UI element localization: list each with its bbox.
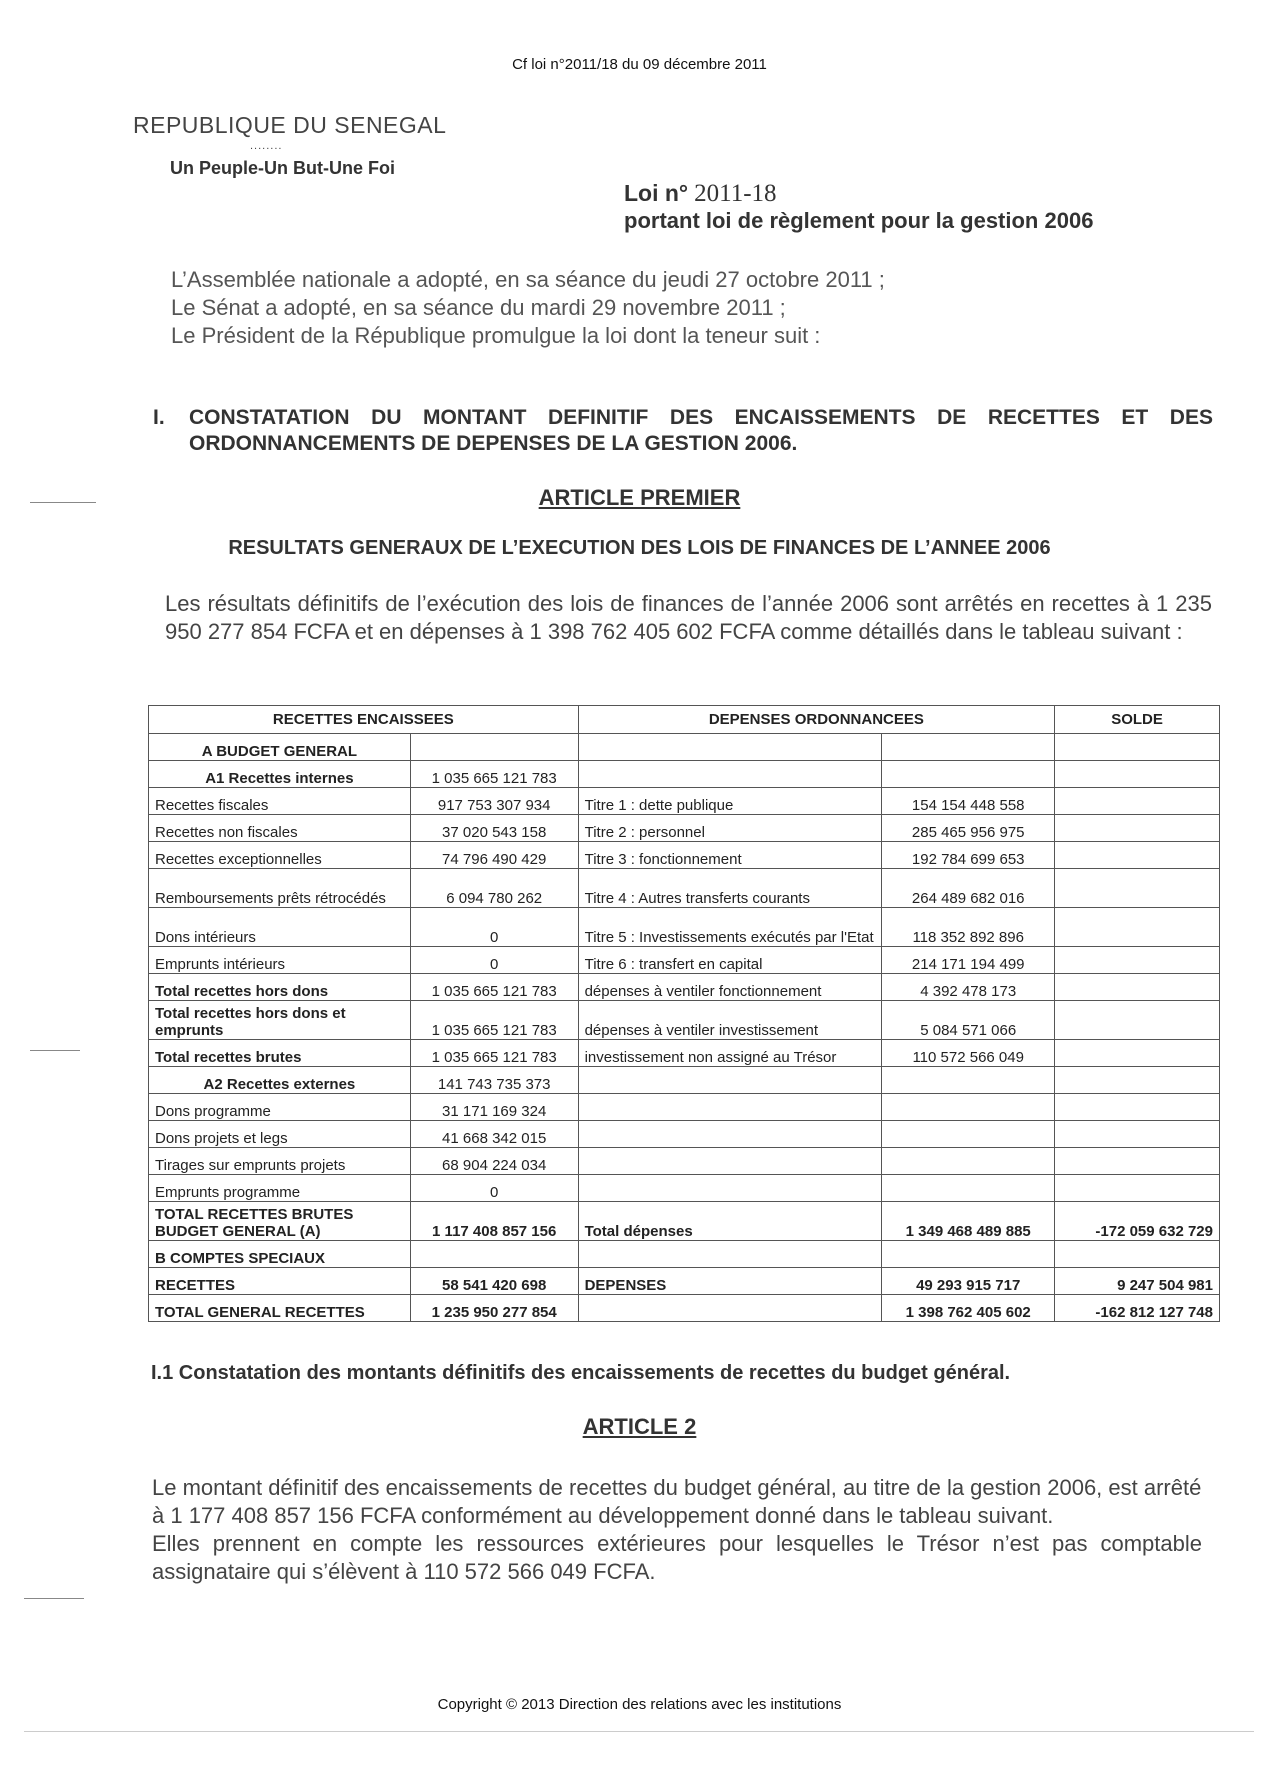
income-label-cell: Recettes non fiscales	[149, 815, 411, 842]
income-label-cell: TOTAL GENERAL RECETTES	[149, 1295, 411, 1322]
preamble	[171, 266, 885, 350]
copyright-notice: Copyright © 2013 Direction des relations avec les institutions	[437, 1696, 842, 1713]
expense-amount-cell	[882, 1067, 1055, 1094]
income-amount-cell: 1 235 950 277 854	[410, 1295, 578, 1322]
expense-label-cell	[578, 1175, 882, 1202]
income-label-cell: Dons intérieurs	[149, 908, 411, 947]
table-row	[149, 908, 1220, 947]
national-motto: Un Peuple-Un But-Une Foi	[170, 158, 395, 178]
income-amount-cell	[410, 1241, 578, 1268]
balance-cell	[1055, 1067, 1220, 1094]
expense-amount-cell: 1 349 468 489 885	[882, 1202, 1055, 1241]
income-label-cell: Recettes exceptionnelles	[149, 842, 411, 869]
table-row	[149, 1241, 1220, 1268]
expense-label-cell	[578, 1121, 882, 1148]
expense-amount-cell	[882, 1241, 1055, 1268]
balance-cell: 9 247 504 981	[1055, 1268, 1220, 1295]
expense-label-cell: Titre 2 : personnel	[578, 815, 882, 842]
table-row	[149, 947, 1220, 974]
income-amount-cell: 68 904 224 034	[410, 1148, 578, 1175]
income-label-cell: Total recettes brutes	[149, 1040, 411, 1067]
expense-amount-cell: 118 352 892 896	[882, 908, 1055, 947]
table-row	[149, 974, 1220, 1001]
income-amount-cell: 1 117 408 857 156	[410, 1202, 578, 1241]
expense-amount-cell	[882, 1175, 1055, 1202]
income-amount-cell	[410, 734, 578, 761]
expense-label-cell	[578, 734, 882, 761]
income-amount-cell: 1 035 665 121 783	[410, 974, 578, 1001]
footer-divider	[24, 1731, 1254, 1732]
income-amount-cell: 0	[410, 1175, 578, 1202]
margin-mark	[24, 1598, 84, 1599]
preamble-line: Le Sénat a adopté, en sa séance du mardi 29 novembre 2011 ;	[171, 295, 786, 320]
table-row	[149, 1001, 1220, 1040]
balance-cell	[1055, 1241, 1220, 1268]
article-text	[152, 1474, 1202, 1586]
income-label-cell: Emprunts programme	[149, 1175, 411, 1202]
income-amount-cell: 141 743 735 373	[410, 1067, 578, 1094]
expense-label-cell	[578, 1241, 882, 1268]
income-label-cell: Emprunts intérieurs	[149, 947, 411, 974]
balance-cell	[1055, 734, 1220, 761]
income-label-cell: A2 Recettes externes	[149, 1067, 411, 1094]
balance-cell	[1055, 815, 1220, 842]
law-subtitle: portant loi de règlement pour la gestion 2006	[624, 208, 1094, 233]
balance-cell: -162 812 127 748	[1055, 1295, 1220, 1322]
table-row	[149, 1040, 1220, 1067]
table-row	[149, 1202, 1220, 1241]
column-header: RECETTES ENCAISSEES	[149, 706, 579, 734]
results-table	[148, 705, 1220, 1322]
table-row	[149, 734, 1220, 761]
expense-label-cell: Titre 5 : Investissements exécutés par l'Etat	[578, 908, 882, 947]
law-number	[624, 180, 777, 208]
balance-cell	[1055, 1001, 1220, 1040]
table-row	[149, 1295, 1220, 1322]
expense-amount-cell: 110 572 566 049	[882, 1040, 1055, 1067]
margin-mark	[30, 1050, 80, 1051]
table-row	[149, 1094, 1220, 1121]
article-subheading: RESULTATS GENERAUX DE L’EXECUTION DES LOIS DE FINANCES DE L’ANNEE 2006	[228, 537, 1051, 559]
expense-label-cell: dépenses à ventiler investissement	[578, 1001, 882, 1040]
income-label-cell: Remboursements prêts rétrocédés	[149, 869, 411, 908]
balance-cell	[1055, 869, 1220, 908]
income-amount-cell: 58 541 420 698	[410, 1268, 578, 1295]
expense-label-cell: Titre 1 : dette publique	[578, 788, 882, 815]
balance-cell	[1055, 947, 1220, 974]
income-amount-cell: 1 035 665 121 783	[410, 1001, 578, 1040]
table-row	[149, 1121, 1220, 1148]
article-heading	[0, 485, 1279, 511]
table-row	[149, 1175, 1220, 1202]
expense-label-cell	[578, 1094, 882, 1121]
law-number-value: 2011-18	[694, 180, 777, 207]
table-row	[149, 842, 1220, 869]
section-title: CONSTATATION DU MONTANT DEFINITIF DES ENCAISSEMENTS DE RECETTES ET DES ORDONNANCEMENTS DE DEPENSES DE LA GESTION 2006.	[189, 406, 1213, 455]
republic-name: REPUBLIQUE DU SENEGAL	[133, 112, 447, 138]
preamble-line: L’Assemblée nationale a adopté, en sa séance du jeudi 27 octobre 2011 ;	[171, 267, 885, 292]
income-amount-cell: 1 035 665 121 783	[410, 1040, 578, 1067]
balance-cell	[1055, 1121, 1220, 1148]
expense-label-cell: investissement non assigné au Trésor	[578, 1040, 882, 1067]
income-label-cell: A1 Recettes internes	[149, 761, 411, 788]
balance-cell	[1055, 974, 1220, 1001]
balance-cell	[1055, 842, 1220, 869]
income-amount-cell: 37 020 543 158	[410, 815, 578, 842]
income-label-cell: TOTAL RECETTES BRUTES BUDGET GENERAL (A)	[149, 1202, 411, 1241]
column-header: SOLDE	[1055, 706, 1220, 734]
expense-label-cell	[578, 1148, 882, 1175]
balance-cell	[1055, 788, 1220, 815]
expense-label-cell: Total dépenses	[578, 1202, 882, 1241]
balance-cell	[1055, 1040, 1220, 1067]
expense-label-cell	[578, 1295, 882, 1322]
income-amount-cell: 1 035 665 121 783	[410, 761, 578, 788]
expense-amount-cell: 1 398 762 405 602	[882, 1295, 1055, 1322]
table-header-row	[149, 706, 1220, 734]
expense-amount-cell	[882, 761, 1055, 788]
expense-amount-cell: 264 489 682 016	[882, 869, 1055, 908]
expense-label-cell: Titre 6 : transfert en capital	[578, 947, 882, 974]
subsection-heading: I.1 Constatation des montants définitifs des encaissements de recettes du budget général.	[151, 1362, 1011, 1384]
balance-cell	[1055, 1148, 1220, 1175]
expense-amount-cell: 285 465 956 975	[882, 815, 1055, 842]
income-label-cell: B COMPTES SPECIAUX	[149, 1241, 411, 1268]
income-label-cell: Dons programme	[149, 1094, 411, 1121]
income-amount-cell: 0	[410, 908, 578, 947]
table-row	[149, 815, 1220, 842]
law-number-label: Loi n°	[624, 180, 689, 206]
table-row	[149, 869, 1220, 908]
table-row	[149, 1067, 1220, 1094]
column-header: DEPENSES ORDONNANCEES	[578, 706, 1055, 734]
expense-amount-cell: 4 392 478 173	[882, 974, 1055, 1001]
article-heading-text: ARTICLE 2	[582, 1414, 697, 1439]
expense-label-cell: Titre 3 : fonctionnement	[578, 842, 882, 869]
article-heading	[0, 1414, 1279, 1440]
income-label-cell: Dons projets et legs	[149, 1121, 411, 1148]
table-row	[149, 1268, 1220, 1295]
table-row	[149, 1148, 1220, 1175]
balance-cell	[1055, 1094, 1220, 1121]
expense-amount-cell: 214 171 194 499	[882, 947, 1055, 974]
expense-amount-cell: 192 784 699 653	[882, 842, 1055, 869]
expense-amount-cell	[882, 1094, 1055, 1121]
table-row	[149, 761, 1220, 788]
results-table-body	[149, 706, 1220, 1322]
income-amount-cell: 74 796 490 429	[410, 842, 578, 869]
section-heading	[153, 405, 1213, 457]
expense-amount-cell	[882, 1121, 1055, 1148]
expense-label-cell: dépenses à ventiler fonctionnement	[578, 974, 882, 1001]
expense-amount-cell: 5 084 571 066	[882, 1001, 1055, 1040]
income-amount-cell: 6 094 780 262	[410, 869, 578, 908]
expense-label-cell: DEPENSES	[578, 1268, 882, 1295]
article-paragraph: Le montant définitif des encaissements de recettes du budget général, au titre de la gestion 2006, est arrêté à 1 177 408 857 156 FCFA conformément au développement donné dans le tableau suivant.	[152, 1475, 1202, 1528]
income-label-cell: RECETTES	[149, 1268, 411, 1295]
income-label-cell: Tirages sur emprunts projets	[149, 1148, 411, 1175]
income-amount-cell: 41 668 342 015	[410, 1121, 578, 1148]
income-amount-cell: 31 171 169 324	[410, 1094, 578, 1121]
expense-label-cell	[578, 761, 882, 788]
margin-mark	[30, 502, 96, 503]
expense-label-cell: Titre 4 : Autres transferts courants	[578, 869, 882, 908]
expense-amount-cell: 49 293 915 717	[882, 1268, 1055, 1295]
balance-cell	[1055, 1175, 1220, 1202]
preamble-line: Le Président de la République promulgue la loi dont la teneur suit :	[171, 323, 821, 348]
balance-cell	[1055, 761, 1220, 788]
income-label-cell: Total recettes hors dons	[149, 974, 411, 1001]
income-label-cell: A BUDGET GENERAL	[149, 734, 411, 761]
income-label-cell: Recettes fiscales	[149, 788, 411, 815]
income-amount-cell: 0	[410, 947, 578, 974]
article-heading-text: ARTICLE PREMIER	[538, 485, 741, 510]
article-paragraph: Elles prennent en compte les ressources extérieures pour lesquelles le Trésor n’est pas comptable assignataire qui s’élèvent à 110 572 566 049 FCFA.	[152, 1531, 1202, 1584]
separator-dots: ........	[250, 140, 283, 152]
table-row	[149, 788, 1220, 815]
expense-label-cell	[578, 1067, 882, 1094]
section-number: I.	[153, 406, 165, 429]
balance-cell: -172 059 632 729	[1055, 1202, 1220, 1241]
expense-amount-cell	[882, 1148, 1055, 1175]
income-amount-cell: 917 753 307 934	[410, 788, 578, 815]
income-label-cell: Total recettes hors dons et emprunts	[149, 1001, 411, 1040]
expense-amount-cell: 154 154 448 558	[882, 788, 1055, 815]
article-paragraph: Les résultats définitifs de l’exécution des lois de finances de l’année 2006 sont arrêtés en recettes à 1 235 950 277 854 FCFA et en dépenses à 1 398 762 405 602 FCFA comme détaillés dans le tableau suivant :	[165, 591, 1212, 644]
balance-cell	[1055, 908, 1220, 947]
reference-note: Cf loi n°2011/18 du 09 décembre 2011	[512, 56, 767, 73]
expense-amount-cell	[882, 734, 1055, 761]
